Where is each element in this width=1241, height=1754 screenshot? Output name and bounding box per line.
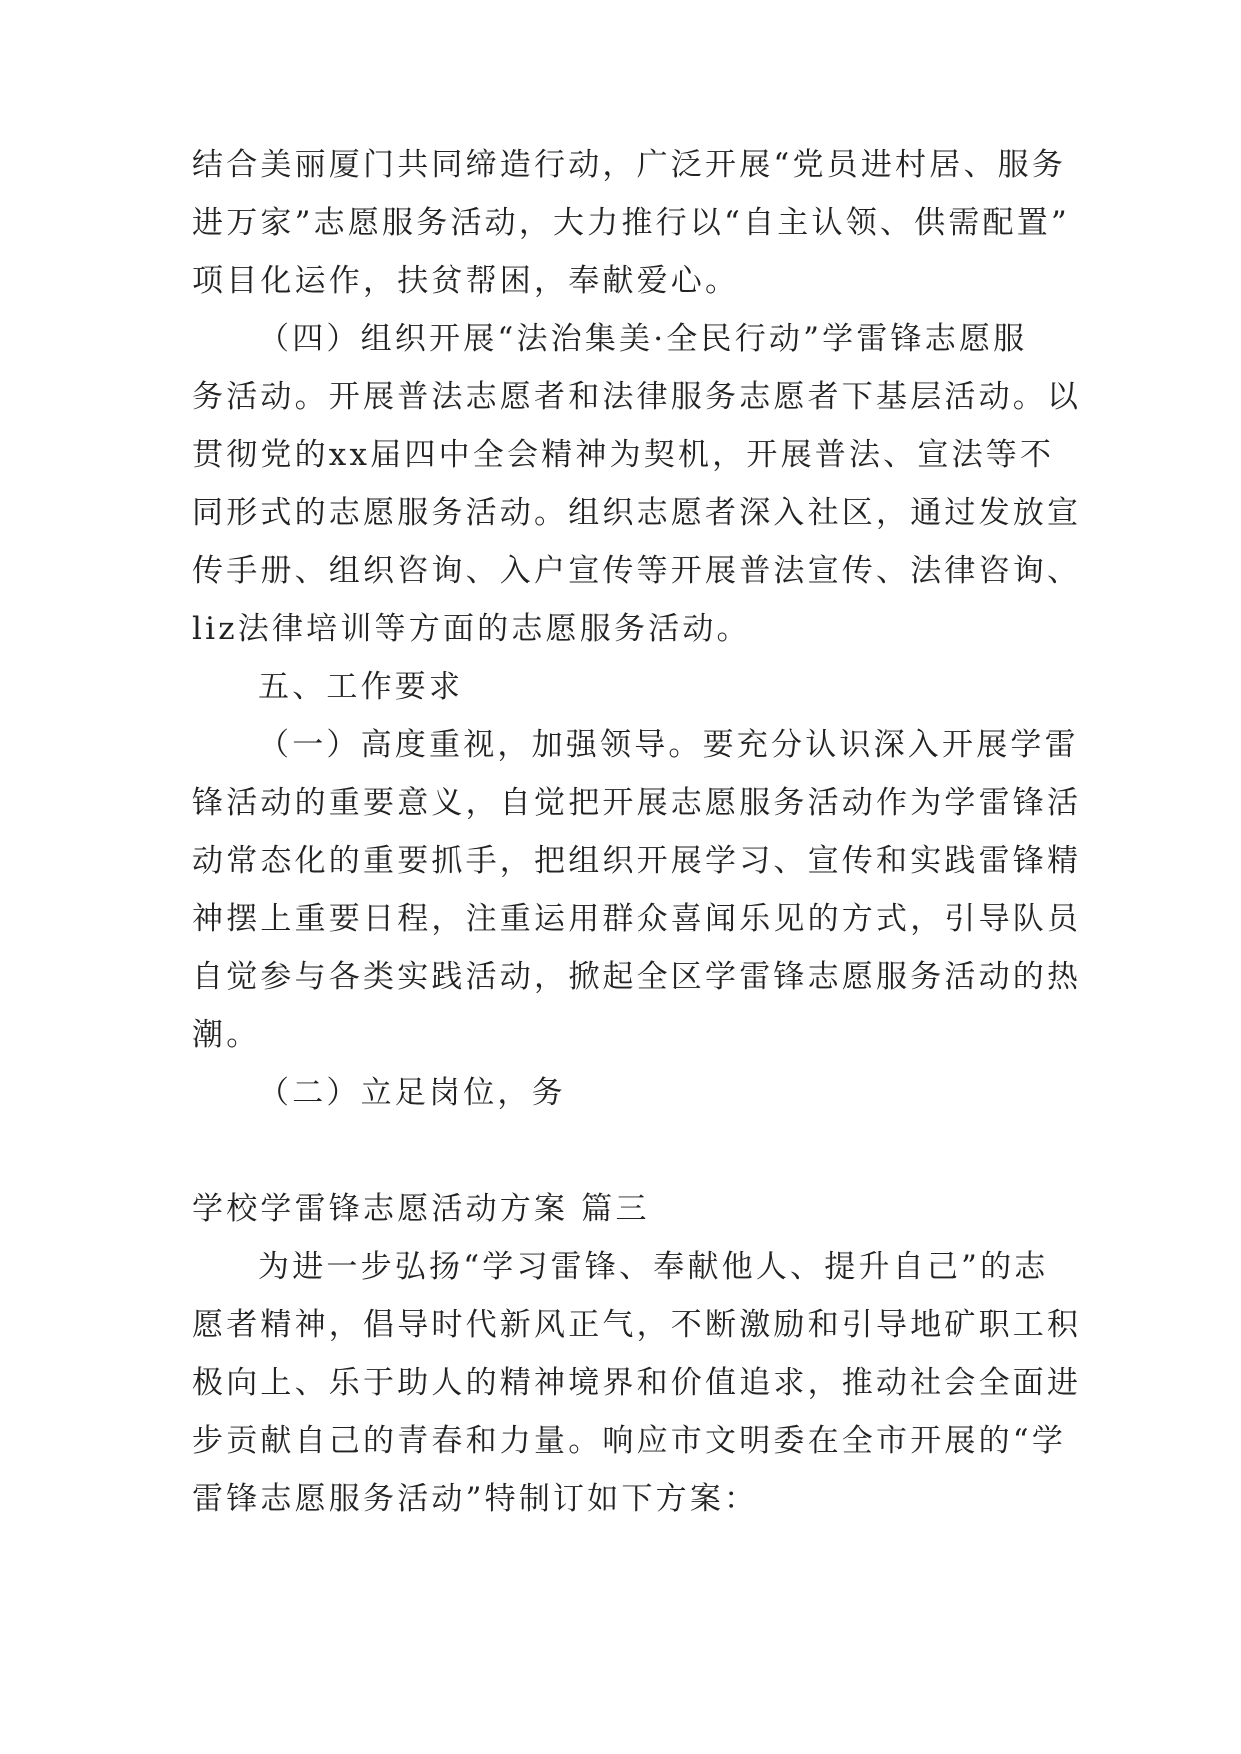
text-line: 锋活动的重要意义，自觉把开展志愿服务活动作为学雷锋活	[192, 785, 1082, 821]
chapter-title: 学校学雷锋志愿活动方案 篇三	[192, 1191, 650, 1227]
text-line: 贯彻党的xx届四中全会精神为契机，开展普法、宣法等不	[192, 437, 1055, 473]
blank-line	[192, 1122, 1072, 1180]
text-line: 潮。	[192, 1017, 261, 1053]
text-line: 务活动。开展普法志愿者和法律服务志愿者下基层活动。以	[192, 379, 1082, 415]
text-line: 为进一步弘扬“学习雷锋、奉献他人、提升自己”的志	[258, 1249, 1049, 1285]
text-line: liz法律培训等方面的志愿服务活动。	[192, 611, 751, 647]
text-line: 雷锋志愿服务活动”特制订如下方案：	[192, 1481, 759, 1517]
text-line: 结合美丽厦门共同缔造行动，广泛开展“党员进村居、服务	[192, 147, 1067, 183]
document-body	[192, 136, 1082, 1528]
text-line: 愿者精神，倡导时代新风正气，不断激励和引导地矿职工积	[192, 1307, 1082, 1343]
text-line: （二）立足岗位，务	[258, 1075, 566, 1111]
text-line: 自觉参与各类实践活动，掀起全区学雷锋志愿服务活动的热	[192, 959, 1082, 995]
text-line: 动常态化的重要抓手，把组织开展学习、宣传和实践雷锋精	[192, 843, 1082, 879]
text-line: 项目化运作，扶贫帮困，奉献爱心。	[192, 263, 740, 299]
text-line: （一）高度重视，加强领导。要充分认识深入开展学雷	[258, 727, 1079, 763]
section-heading: 五、工作要求	[258, 669, 464, 705]
text-line: 进万家”志愿服务活动，大力推行以“自主认领、供需配置”	[192, 205, 1070, 241]
text-line: 同形式的志愿服务活动。组织志愿者深入社区，通过发放宣	[192, 495, 1082, 531]
text-line: 步贡献自己的青春和力量。响应市文明委在全市开展的“学	[192, 1423, 1067, 1459]
text-line: （四）组织开展“法治集美·全民行动”学雷锋志愿服	[258, 321, 1028, 357]
text-line: 神摆上重要日程，注重运用群众喜闻乐见的方式，引导队员	[192, 901, 1082, 937]
text-line: 极向上、乐于助人的精神境界和价值追求，推动社会全面进	[192, 1365, 1082, 1401]
text-line: 传手册、组织咨询、入户宣传等开展普法宣传、法律咨询、	[192, 553, 1082, 589]
